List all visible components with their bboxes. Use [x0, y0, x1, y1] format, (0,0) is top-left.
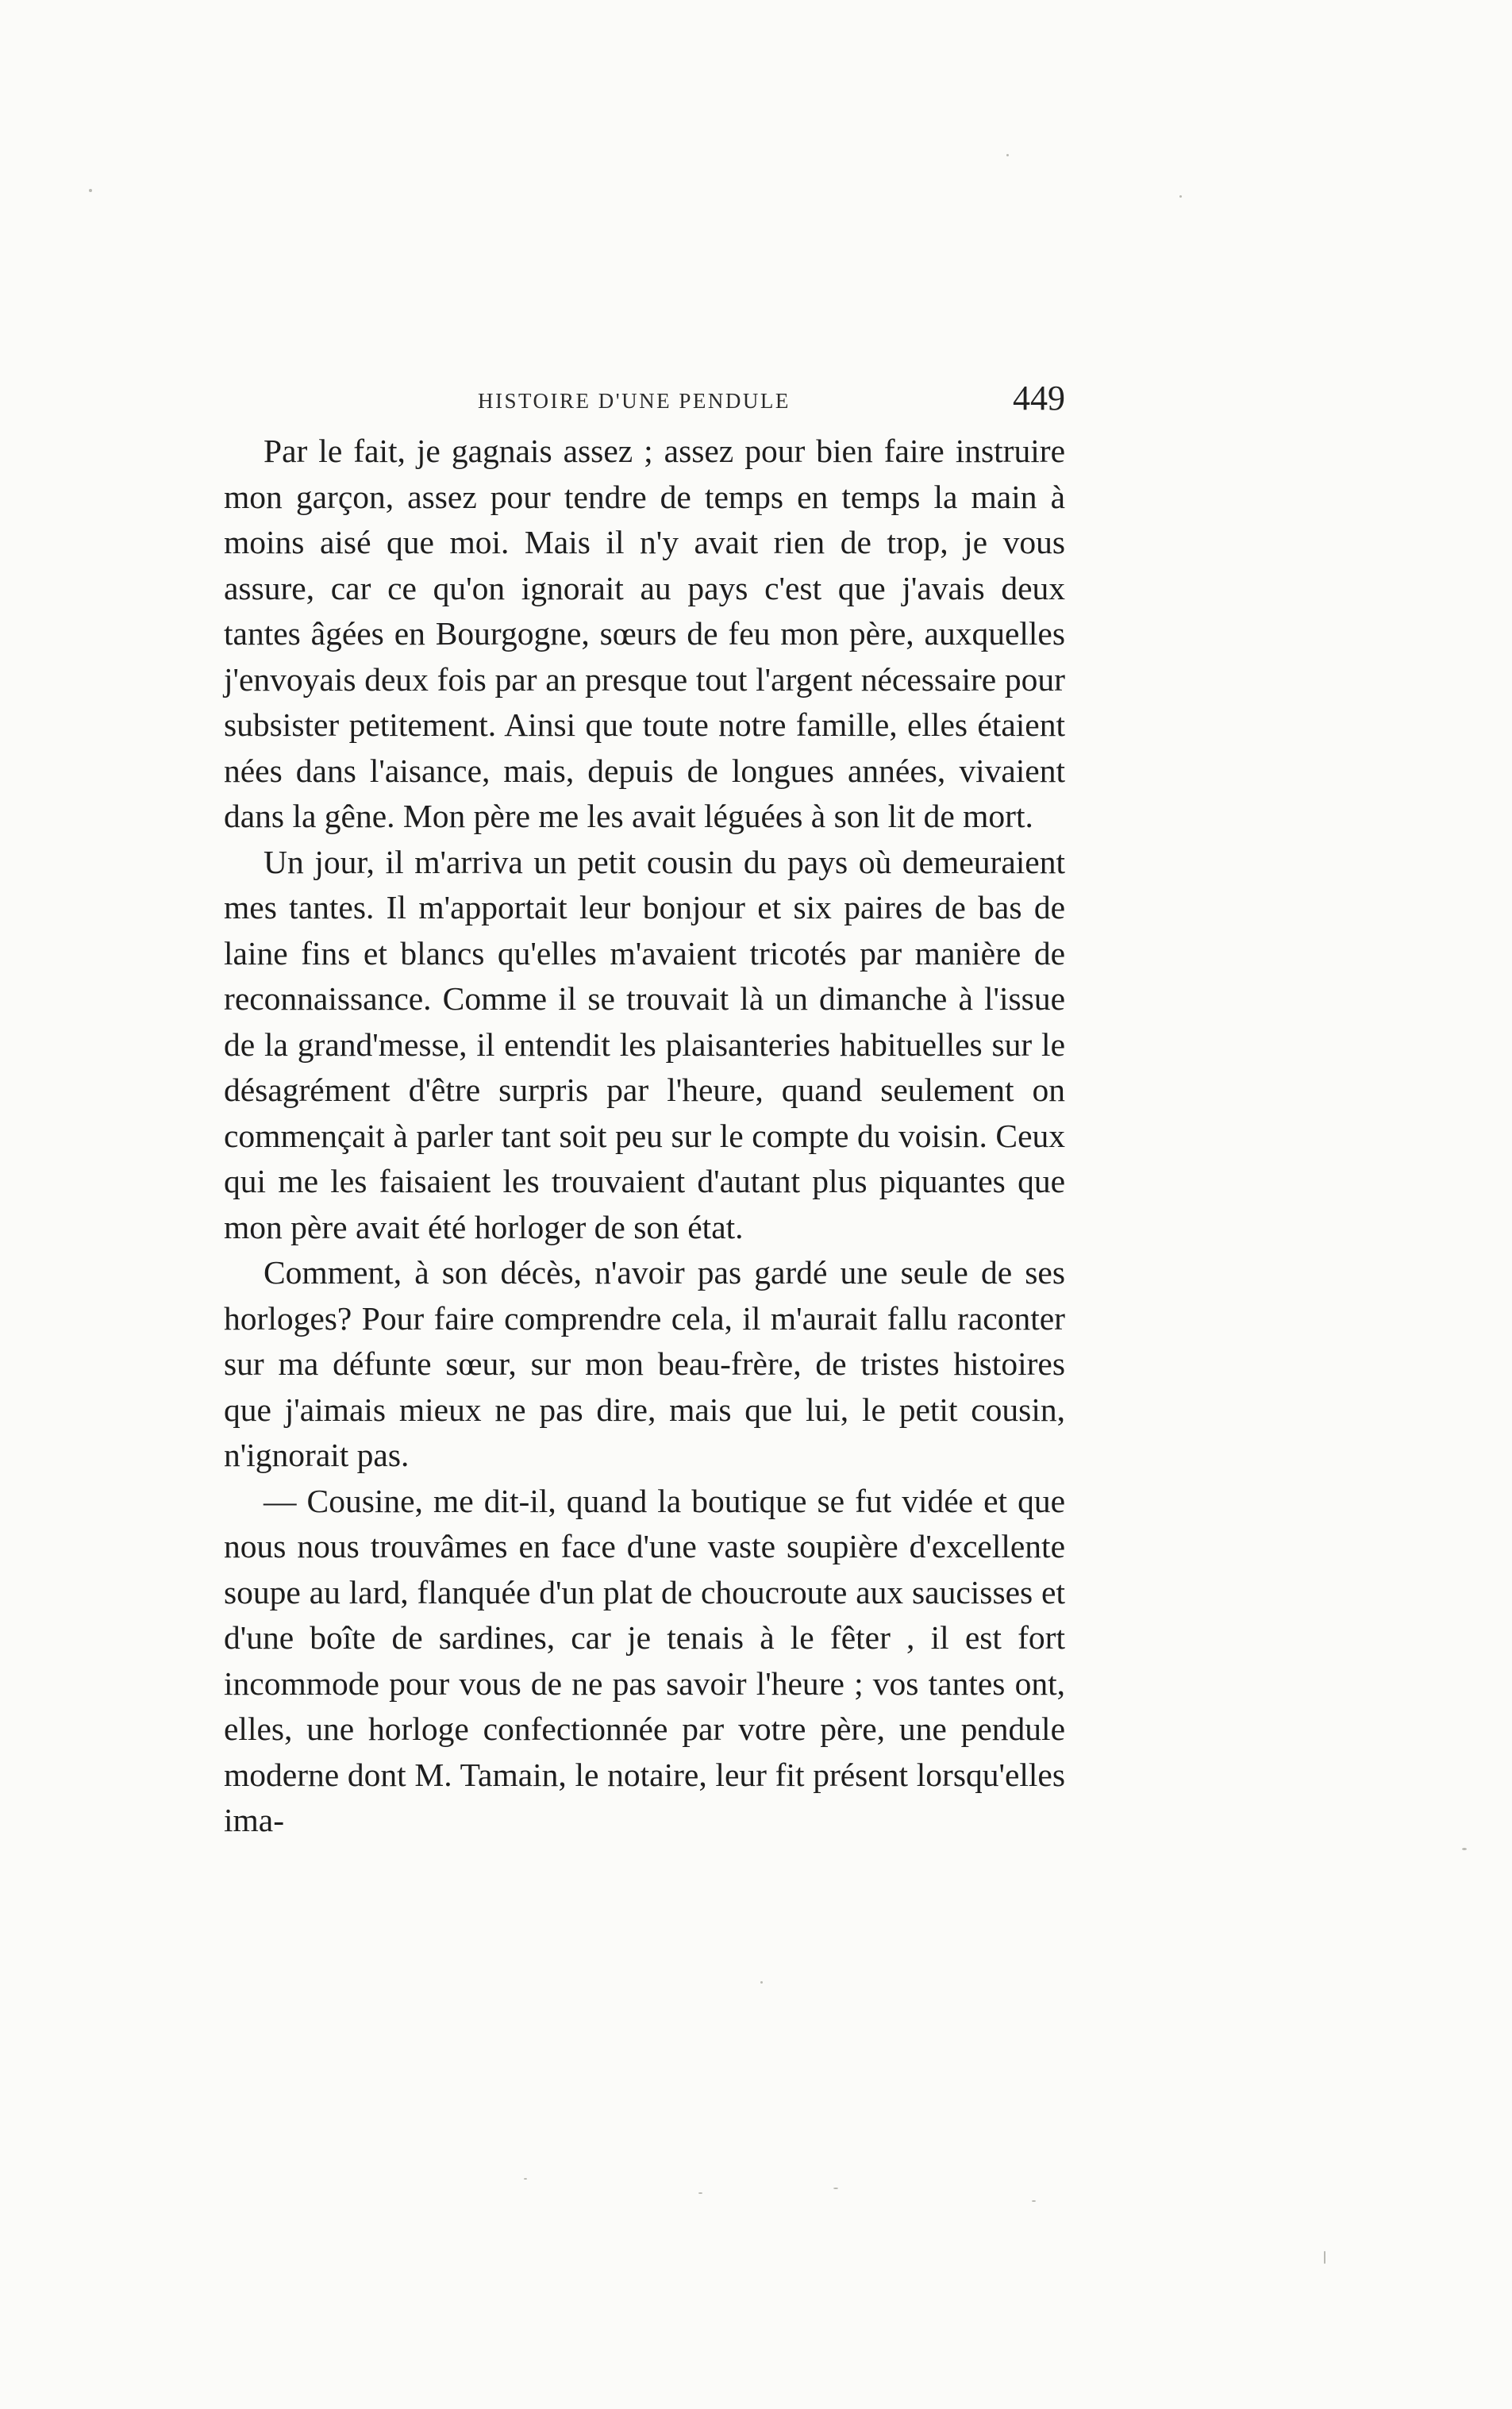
paper-speck — [524, 2178, 527, 2180]
page-number: 449 — [1013, 379, 1065, 418]
running-title: HISTOIRE D'UNE PENDULE — [478, 389, 791, 413]
paper-speck — [760, 1981, 763, 1984]
paragraph: Par le fait, je gagnais assez ; assez pour bien faire instruire mon garçon, assez pour tendre de temps en temps la main à moins aisé que moi. Mais il n'y avait rien de trop, je vous assure, car ce qu'on ignorait au pays c'est que j'avais deux tantes âgées en Bourgogne, sœurs de feu mon père, auxquelles j'envoyais deux fois par an presque tout l'argent nécessaire pour subsister petitement. Ainsi que toute notre famille, elles étaient nées dans l'aisance, mais, depuis de longues années, vivaient dans la gêne. Mon père me les avait léguées à son lit de mort. — [224, 433, 1065, 834]
paper-speck — [1324, 2251, 1325, 2264]
paragraph: — Cousine, me dit-il, quand la boutique se fut vidée et que nous nous trouvâmes en face d'une vaste soupière d'excellente soupe au lard, flanquée d'un plat de choucroute aux saucisses et d'une boîte de sardines, car je tenais à le fêter , il est fort incommode pour vous de ne pas savoir l'heure ; vos tantes ont, elles, une horloge confectionnée par votre père, une pendule moderne dont M. Tamain, le notaire, leur fit présent lorsqu'elles ima- — [224, 1482, 1065, 1838]
body-text — [224, 429, 1065, 1844]
paper-speck — [1179, 195, 1182, 198]
paragraph: Un jour, il m'arriva un petit cousin du pays où demeuraient mes tantes. Il m'apportait leur bonjour et six paires de bas de laine fins et blancs qu'elles m'avaient tricotés par manière de reconnaissance. Comme il se trouvait là un dimanche à l'issue de la grand'messe, il entendit les plaisanteries habituelles sur le désagrément d'être surpris par l'heure, quand seulement on commençait à parler tant soit peu sur le compte du voisin. Ceux qui me les faisaient les trouvaient d'autant plus piquantes que mon père avait été horloger de son état. — [224, 843, 1065, 1245]
paper-speck — [698, 2192, 702, 2194]
paper-speck — [89, 189, 92, 192]
paper-speck — [833, 2188, 838, 2189]
paper-speck — [1032, 2200, 1036, 2202]
paragraph: Comment, à son décès, n'avoir pas gardé une seule de ses horloges? Pour faire comprendre cela, il m'aurait fallu raconter sur ma défunte sœur, sur mon beau-frère, de tristes histoires que j'aimais mieux ne pas dire, mais que lui, le petit cousin, n'ignorait pas. — [224, 1254, 1065, 1473]
paper-speck — [1462, 1848, 1467, 1850]
running-head — [224, 378, 1065, 425]
paper-speck — [1006, 154, 1009, 156]
